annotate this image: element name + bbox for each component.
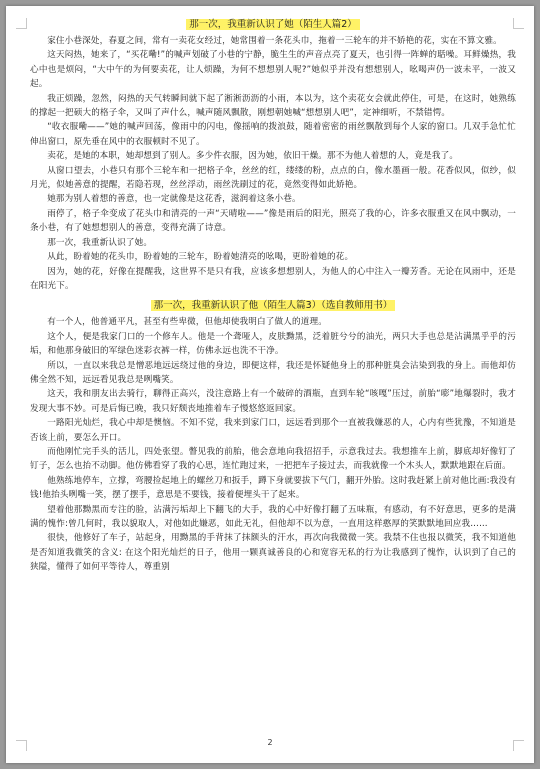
section-title-1 bbox=[30, 18, 516, 32]
document-body bbox=[30, 16, 516, 575]
section-2-body bbox=[30, 315, 516, 574]
paragraph: 我正烦躁，忽然，闷热的天气转瞬间就下起了淅淅沥沥的小雨，本以为，这个卖花女会就此停住，可是，在这时，她熟练的撑起一把硕大的格子伞，又叫了声什么，喊声随风飘散，刚想朝她喊“想想别人吧”，定神细听，不禁错愕。 bbox=[30, 93, 516, 119]
paragraph: 从此，盼着她的花头巾，盼着她的三轮车，盼着她清亮的吆喝，更盼着她的花。 bbox=[47, 252, 354, 263]
paragraph: 有一个人，他普通平凡，甚至有些卑微，但他却使我明白了做人的道理。 bbox=[47, 317, 327, 328]
paragraph: 那一次，我重新认识了她。 bbox=[47, 237, 153, 248]
paragraph: “收衣服嘞——”她的喊声回荡，像雨中的闪电，像摇响的拨浪鼓，随着密密的雨丝飘散到每个人家的窗口。几双手急忙忙伸出窗口，原先垂在风中的衣服顿时不见了。 bbox=[30, 122, 516, 147]
paragraph: 这天闷热，她来了，“买花嘞!”的喊声划破了小巷的宁静，脆生生的声音点亮了夏天，也引得一阵蝉的聒噪。耳鲜燥热，我心中也是烦闷，“大中午的为何要卖花，让人烦躁，为何不想想别人呢?”她似乎并没有想想别人，吆喝声仍一波未平，一波又起。 bbox=[30, 50, 516, 90]
paragraph: 这个人，便是我家门口的一个修车人。他是一个聋哑人，皮肤黝黑，泛着脏兮兮的油光，两只大手也总是沾满黑乎乎的污垢，和他那身破旧的军绿色迷彩衣裤一样，仿佛永远也洗不干净。 bbox=[30, 331, 516, 357]
paragraph: 家住小巷深处，春夏之间，常有一卖花女经过，她常围着一条花头巾，拖着一三轮车的并不娇艳的花，实在不算文雅。 bbox=[47, 36, 502, 46]
page-number: 2 bbox=[267, 738, 273, 747]
paragraph: 卖花，是她的本职，她却想到了别人。多少件衣服，因为她，依旧干燥。那不为他人着想的人，竟是我了。 bbox=[47, 151, 459, 162]
paragraph: 这天，我和朋友出去骑行，聊得正高兴，没注意路上有一个破碎的酒瓶，直到车轮“咳嘎”压过，前胎“嘭”地爆裂时，我才发现大事不妙。可是后悔已晚，我只好颓丧地推着车子慢悠悠返回家。 bbox=[30, 389, 516, 414]
paragraph: 雨停了，格子伞变成了花头巾和清亮的一声“天晴啦——”像是雨后的阳光，照亮了我的心，许多衣服重又在风中飘动，一条小巷，有了她想想别人的善意，变得充满了诗意。 bbox=[30, 208, 516, 234]
paragraph: 一路阳光灿烂，我心中却是懊恼。不知不觉，我来到家门口，远远看到那个一直被我嫌恶的人，心内有些犹豫，不知道是否该上前，要怎么开口。 bbox=[30, 418, 516, 443]
document-page bbox=[6, 6, 534, 763]
section-1-body bbox=[30, 34, 516, 293]
section-title-2 bbox=[30, 299, 516, 313]
paragraph: 望着他那黝黑而专注的脸，沾满污垢却上下翻飞的大手，我的心中好像打翻了五味瓶，有感动，有不好意思，更多的是满满的愧怍:曾几何时，我以貌取人，对他如此嫌恶，如此无礼，但他却不以为意，一直用这样憨厚的笑默默地回应我…… bbox=[30, 504, 516, 529]
paragraph: 所以，一直以来我总是憎恶地远远绕过他的身边，即便这样，我还是怀疑他身上的那种脏臭会沾染到我的身上。而他却仿佛全然不知，远远看见我总是咧嘴笑。 bbox=[30, 360, 516, 385]
section-title-2-text: 那一次，我重新认识了他（陌生人篇3）（选自教师用书） bbox=[151, 300, 396, 311]
paragraph: 他熟练地停车，立撑，弯腰捡起地上的螺丝刀和扳手，蹲下身就要拔下气门，翻开外胎。这时我赶紧上前对他比画:我没有钱!他抬头咧嘴一笑，摆了摆手，意思是不要钱，接着便埋头干了起来。 bbox=[30, 475, 516, 501]
section-title-1-text: 那一次，我重新认识了她（陌生人篇2） bbox=[186, 19, 360, 30]
paragraph: 从窗口望去，小巷只有那个三轮车和一把格子伞，丝丝的红，缕缕的粉，点点的白，像水墨画一般。花香似风，似纱，似月光，似她善意的提醒，若隐若现，丝丝浮动，雨丝洗刷过的花，竟然变得如此娇艳。 bbox=[30, 165, 516, 191]
paragraph: 她那为别人着想的善意，也一定就像是这花香，滋润着这条小巷。 bbox=[47, 194, 301, 205]
paragraph: 而他刚忙完手头的活儿，四处张望。瞥见我的前胎，他会意地向我招招手，示意我过去。我想推车上前，脚底却好像钉了钉子，怎么也抬不动脚。他仿佛看穿了我的心思，连忙跑过来，一把把车子接过去，而我就像一个木头人，默默地跟在后面。 bbox=[30, 446, 516, 472]
paragraph: 很快，他修好了车子，站起身，用黝黑的手背抹了抹额头的汗水，再次向我微微一笑。我禁不住也报以微笑，我不知道他是否知道我微笑的含义: 在这个阳光灿烂的日子，他用一颗真诚善良的心和宽容无私的行为让我感到了愧怍，认识到了自己的狭隘，懂得了如何平等待人，尊重别 bbox=[30, 533, 516, 573]
paragraph: 因为，她的花，好像在提醒我，这世界不是只有我，应该多想想别人，为他人的心中注入一瓣芳香。无论在风雨中，还是在阳光下。 bbox=[30, 266, 516, 291]
corner-mark-top-left bbox=[16, 18, 27, 29]
